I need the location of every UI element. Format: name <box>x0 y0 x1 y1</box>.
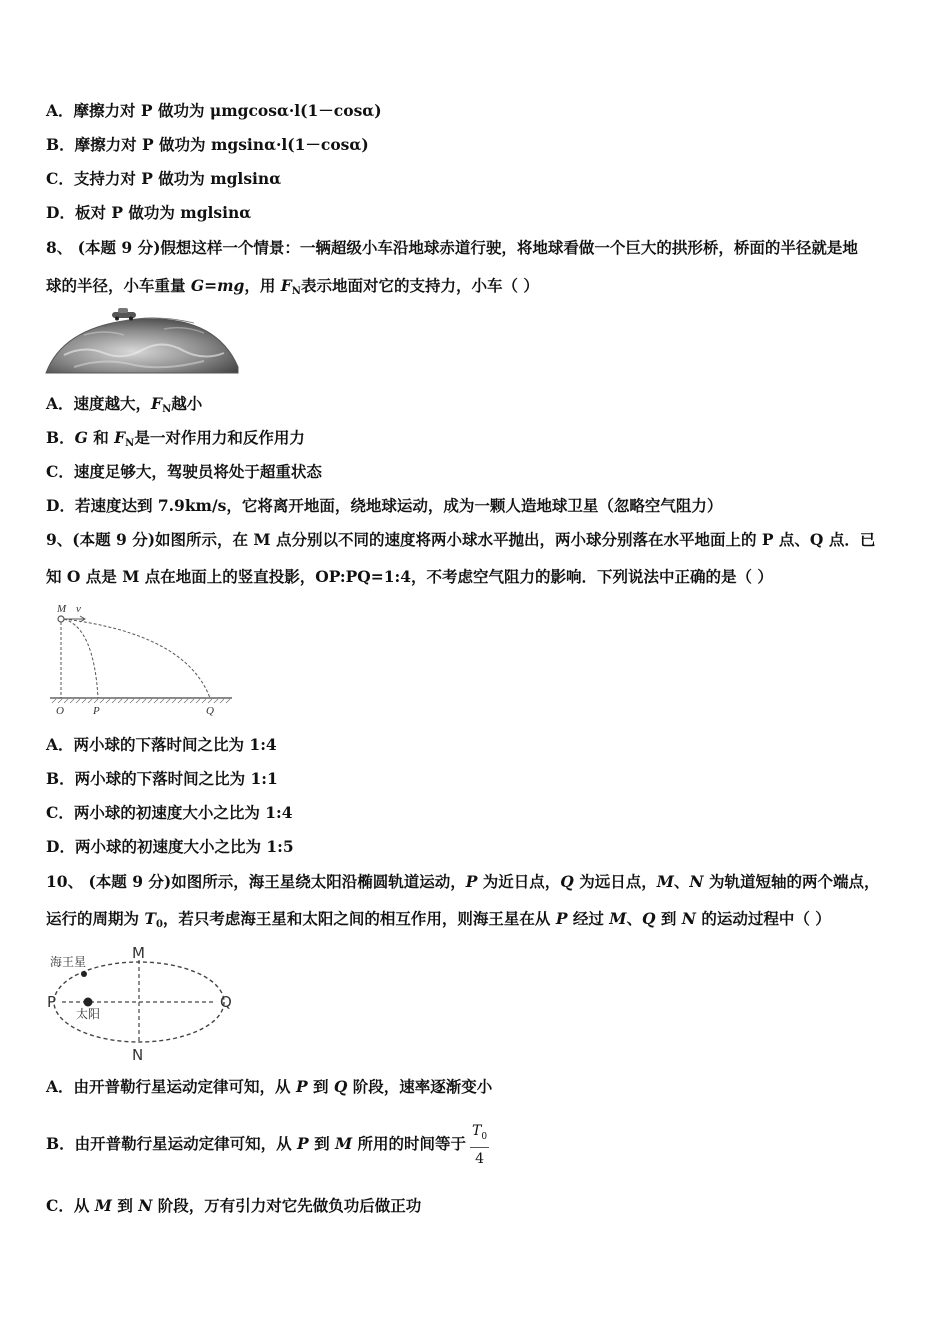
q10-stem-line1 <box>46 872 879 892</box>
symbol-m: M <box>334 1134 353 1153</box>
label-o: O <box>56 705 64 717</box>
symbol-q: Q <box>641 909 656 928</box>
q9-stem-line2: 知 O 点是 M 点在地面上的竖直投影，OP:PQ=1:4，不考虑空气阻力的影响．下列说法中正确的是（ ） <box>46 567 773 586</box>
fraction-numerator <box>470 1122 489 1149</box>
symbol-g: G <box>74 428 88 447</box>
q9-option-b <box>46 769 278 789</box>
subscript: 0 <box>481 1131 488 1142</box>
q9-option-a <box>46 735 277 755</box>
q10-text: 、 <box>626 909 642 928</box>
symbol-n: N <box>681 909 696 928</box>
subscript: 0 <box>155 919 163 930</box>
option-label: B． <box>46 428 75 447</box>
q10-text: 运行的周期为 <box>46 909 145 928</box>
option-text: 两小球的初速度大小之比为 1:5 <box>74 837 294 856</box>
option-text: 摩擦力对 P 做功为 μmgcosα·l(1－cosα) <box>73 101 382 120</box>
symbol-p: P <box>555 909 568 928</box>
q10-stem-line2 <box>46 909 831 935</box>
sun-icon <box>84 998 93 1007</box>
q10-option-a <box>46 1077 492 1097</box>
option-text: 所用的时间等于 <box>352 1134 467 1153</box>
q8-symbol-f: F <box>280 276 292 295</box>
q8-option-b <box>46 428 305 454</box>
q8-stem-line1: 8、 (本题 9 分)假想这样一个情景：一辆超级小车沿地球赤道行驶，将地球看做一个巨大的拱形桥，桥面的半径就是地 <box>46 238 858 257</box>
option-text: 到 <box>307 1077 334 1096</box>
label-v: v <box>76 603 81 615</box>
option-text: 由开普勒行星运动定律可知，从 <box>73 1077 296 1096</box>
q10-option-b <box>46 1114 489 1174</box>
label-m: M <box>132 944 145 962</box>
option-label: D． <box>46 496 75 515</box>
q10-option-c <box>46 1196 421 1216</box>
option-text: 由开普勒行星运动定律可知，从 <box>74 1134 298 1153</box>
q8-text: 球的半径，小车重量 <box>46 276 191 295</box>
symbol-f: F <box>151 394 163 413</box>
q8-option-a <box>46 394 202 420</box>
q7-option-b <box>46 135 369 155</box>
symbol-n: N <box>689 872 704 891</box>
q8-option-d <box>46 496 722 516</box>
trajectory-p <box>64 619 98 698</box>
car-icon <box>112 308 136 321</box>
q8-text: ，用 <box>244 276 281 295</box>
q10-text: 、 <box>673 872 690 891</box>
projectile-figure <box>46 600 236 718</box>
option-text: 和 <box>87 428 115 447</box>
q9-stem-line1: 9、(本题 9 分)如图所示，在 M 点分别以不同的速度将两小球水平抛出，两小球分别落在水平地面上的 P 点、Q 点．已 <box>46 530 876 549</box>
label-p: P <box>47 993 57 1011</box>
symbol-t: T <box>144 909 156 928</box>
option-text: 是一对作用力和反作用力 <box>134 428 305 447</box>
symbol-t: T <box>472 1122 482 1139</box>
trajectory-q <box>64 619 210 698</box>
option-text: 两小球的下落时间之比为 1:4 <box>73 735 277 754</box>
option-label: C． <box>46 169 74 188</box>
symbol-p: P <box>297 1134 309 1153</box>
option-text: 支持力对 P 做功为 mglsinα <box>73 169 282 188</box>
option-text: 越小 <box>171 394 203 413</box>
label-p: P <box>93 705 100 717</box>
option-label: A． <box>46 1077 74 1096</box>
q7-option-d <box>46 203 251 223</box>
orbit-figure <box>44 940 244 1064</box>
option-text: 两小球的下落时间之比为 1:1 <box>74 769 278 788</box>
q10-text: 经过 <box>567 909 610 928</box>
label-q: Q <box>206 705 214 717</box>
q8-subscript: N <box>291 286 301 297</box>
q8-stem-line2 <box>46 276 539 302</box>
q7-option-a <box>46 101 382 121</box>
q8-text: 表示地面对它的支持力，小车（ ） <box>300 276 539 295</box>
option-text: 两小球的初速度大小之比为 1:4 <box>73 803 293 822</box>
planet-icon <box>81 971 87 977</box>
q10-text: 到 <box>655 909 682 928</box>
q10-text: 10、 (本题 9 分)如图所示，海王星绕太阳沿椭圆轨道运动， <box>46 872 466 891</box>
symbol-p: P <box>295 1077 308 1096</box>
option-label: B． <box>46 135 75 154</box>
q8-option-c <box>46 462 322 482</box>
subscript: N <box>162 404 172 415</box>
label-n: N <box>132 1046 144 1064</box>
q9-option-c <box>46 803 293 823</box>
symbol-m: M <box>94 1196 112 1215</box>
label-m: M <box>57 603 67 615</box>
symbol-f: F <box>114 428 126 447</box>
q9-option-d <box>46 837 294 857</box>
label-planet: 海王星 <box>50 955 87 969</box>
option-label: A． <box>46 394 74 413</box>
q10-text: 为近日点， <box>477 872 561 891</box>
option-label: B． <box>46 769 75 788</box>
option-text: 速度足够大，驾驶员将处于超重状态 <box>73 462 322 481</box>
option-label: D． <box>46 203 75 222</box>
option-text: 阶段，速率逐渐变小 <box>347 1077 493 1096</box>
fraction-denominator: 4 <box>475 1151 485 1168</box>
option-text: 速度越大， <box>73 394 152 413</box>
option-label: D． <box>46 837 75 856</box>
symbol-q: Q <box>560 872 574 891</box>
option-label: C． <box>46 803 74 822</box>
option-label: A． <box>46 101 74 120</box>
option-label: C． <box>46 462 74 481</box>
fraction-t0-over-4 <box>470 1122 489 1169</box>
option-text: 摩擦力对 P 做功为 mgsinα·l(1－cosα) <box>74 135 369 154</box>
option-label: B． <box>46 1134 75 1153</box>
symbol-p: P <box>465 872 478 891</box>
q7-option-c <box>46 169 281 189</box>
option-text: 阶段，万有引力对它先做负功后做正功 <box>152 1196 422 1215</box>
q10-text: 的运动过程中（ ） <box>695 909 831 928</box>
subscript: N <box>125 438 135 449</box>
q10-text: ，若只考虑海王星和太阳之间的相互作用，则海王星在从 <box>162 909 556 928</box>
q10-text: 为轨道短轴的两个端点， <box>703 872 880 891</box>
label-q: Q <box>220 993 232 1011</box>
option-text: 到 <box>111 1196 139 1215</box>
option-label: A． <box>46 735 74 754</box>
ball-icon <box>58 616 64 622</box>
earth-arch-figure <box>44 305 240 375</box>
q8-symbol-g: G=mg <box>190 276 245 295</box>
symbol-m: M <box>656 872 674 891</box>
q10-text: 为远日点， <box>573 872 657 891</box>
option-text: 从 <box>73 1196 95 1215</box>
label-sun: 太阳 <box>76 1007 101 1021</box>
symbol-m: M <box>609 909 627 928</box>
symbol-q: Q <box>333 1077 348 1096</box>
option-text: 到 <box>308 1134 335 1153</box>
option-text: 板对 P 做功为 mglsinα <box>74 203 252 222</box>
option-label: C． <box>46 1196 74 1215</box>
option-text: 若速度达到 7.9km/s，它将离开地面，绕地球运动，成为一颗人造地球卫星（忽略空气阻力） <box>74 496 723 515</box>
symbol-n: N <box>138 1196 153 1215</box>
